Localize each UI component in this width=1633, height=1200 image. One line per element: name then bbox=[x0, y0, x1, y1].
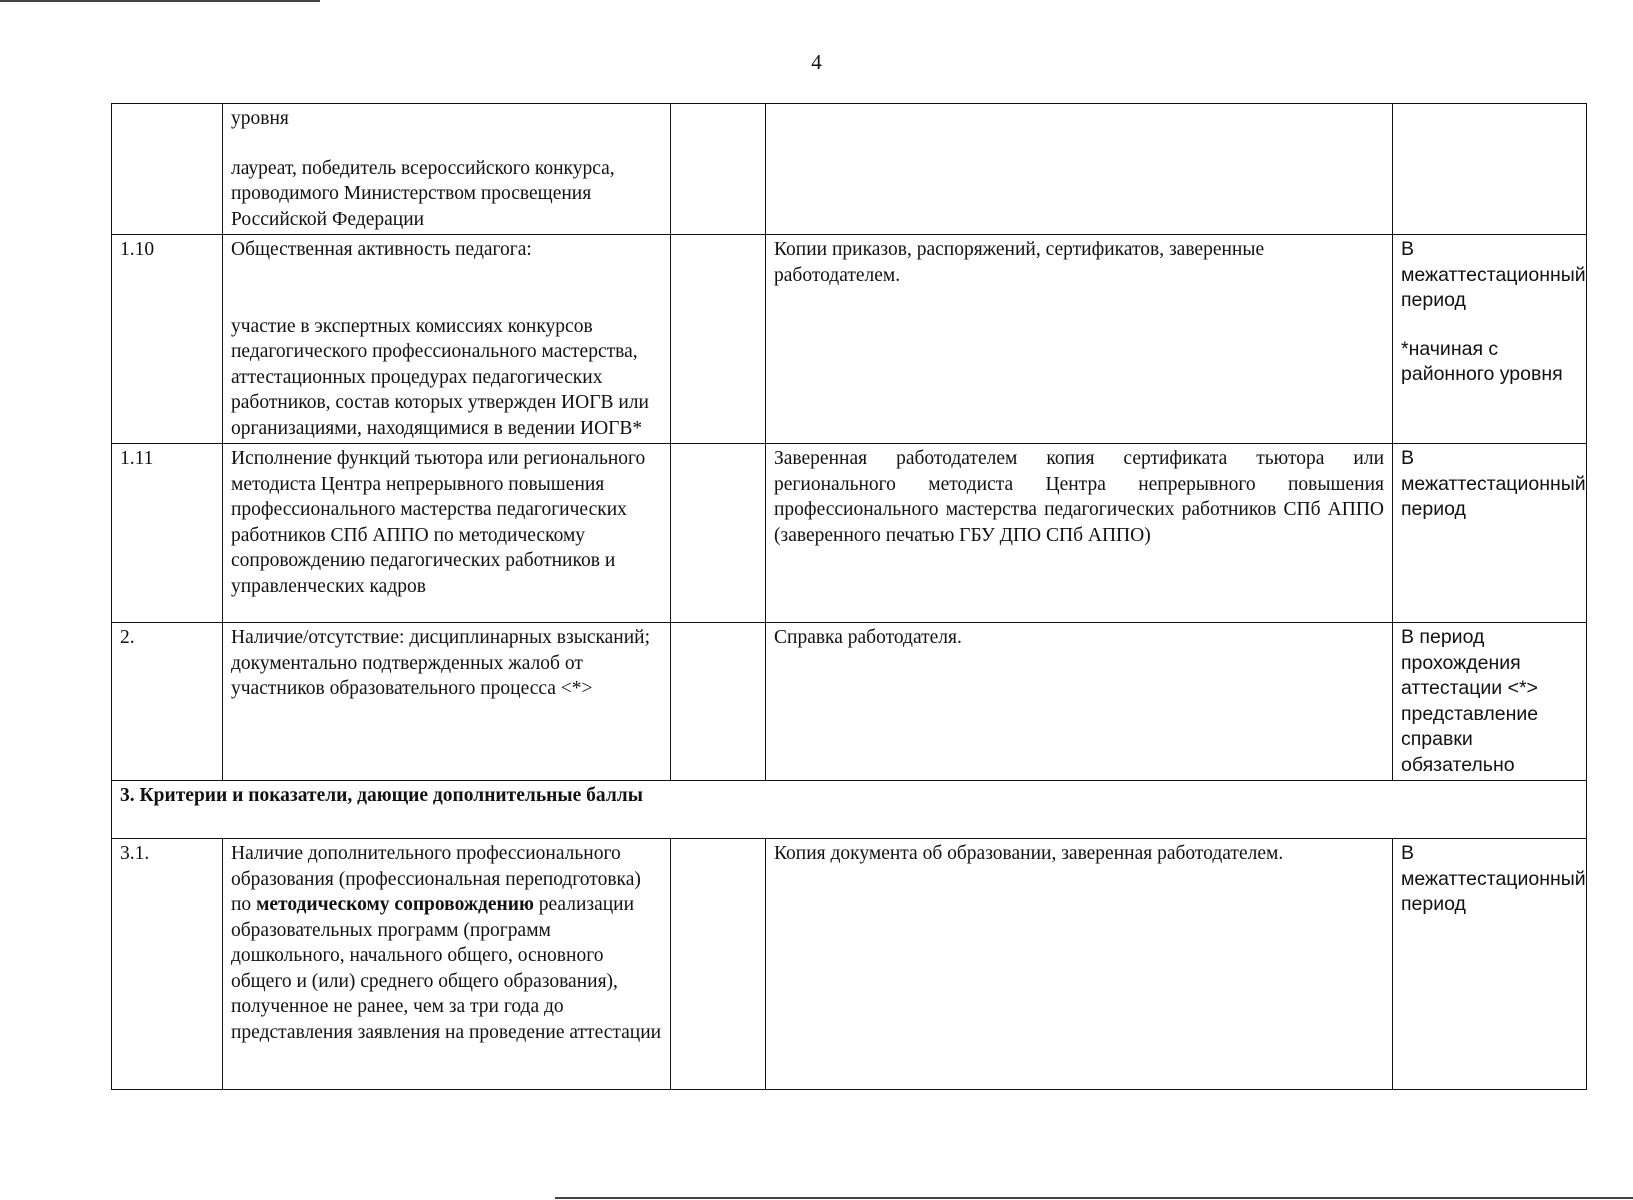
empty-cell bbox=[671, 623, 766, 781]
criterion-text: реализации образовательных программ (программ дошкольного, начального общего, основного общего и (или) среднего общего образования), полученное не ранее, чем за три года до представления заявления на проведение аттестации bbox=[231, 894, 662, 1043]
table-row-continuation bbox=[112, 104, 1587, 235]
criteria-table bbox=[111, 103, 1587, 1090]
period-cell: В период прохождения аттестации <*> представление справки обязательно bbox=[1393, 623, 1587, 781]
criterion-title: Общественная активность педагога: bbox=[231, 239, 532, 260]
section-heading-row bbox=[112, 781, 1587, 839]
document-cell: Заверенная работодателем копия сертификата тьютора или регионального методиста Центра непрерывного повышения профессионального мастерства педагогических работников СПб АППО (заверенного печатью ГБУ ДПО СПб АППО) bbox=[766, 444, 1393, 623]
period-text: В межаттестационный период bbox=[1401, 238, 1586, 311]
criterion-text: Наличие дополнительного профессионального образования (профессиональная переподготовка) по bbox=[231, 843, 641, 915]
period-note: *начиная с районного уровня bbox=[1401, 337, 1563, 385]
empty-cell bbox=[671, 104, 766, 235]
number-cell: 1.10 bbox=[112, 235, 223, 444]
empty-cell bbox=[671, 235, 766, 444]
criterion-cell bbox=[223, 235, 671, 444]
period-cell bbox=[1393, 235, 1587, 444]
criterion-cell bbox=[223, 104, 671, 235]
number-cell: 1.11 bbox=[112, 444, 223, 623]
criterion-cell: Исполнение функций тьютора или регионального методиста Центра непрерывного повышения профессионального мастерства педагогических работников СПб АППО по методическому сопровождению педагогических работников и управленческих кадров bbox=[223, 444, 671, 623]
empty-cell bbox=[671, 839, 766, 1090]
table-row-1-10 bbox=[112, 235, 1587, 444]
number-cell: 2. bbox=[112, 623, 223, 781]
criterion-body: участие в экспертных комиссиях конкурсов педагогического профессионального мастерства, аттестационных процедурах педагогических работников, состав которых утвержден ИОГВ или организациями, находящимися в ведении ИОГВ* bbox=[231, 315, 649, 439]
number-cell bbox=[112, 104, 223, 235]
table-row-3-1 bbox=[112, 839, 1587, 1090]
period-cell bbox=[1393, 104, 1587, 235]
period-cell: В межаттестационный период bbox=[1393, 839, 1587, 1090]
document-cell bbox=[766, 104, 1393, 235]
table-row-2 bbox=[112, 623, 1587, 781]
period-cell: В межаттестационный период bbox=[1393, 444, 1587, 623]
criterion-line: лауреат, победитель всероссийского конкурса, проводимого Министерством просвещения Российской Федерации bbox=[231, 157, 615, 230]
criterion-line: уровня bbox=[231, 108, 289, 129]
top-edge-line bbox=[0, 0, 320, 2]
bottom-edge-line bbox=[555, 1197, 1633, 1199]
criterion-bold-text: методическому сопровождению bbox=[256, 894, 534, 915]
document-cell: Копия документа об образовании, заверенная работодателем. bbox=[766, 839, 1393, 1090]
section-heading: 3. Критерии и показатели, дающие дополнительные баллы bbox=[112, 781, 1587, 839]
criterion-cell bbox=[223, 839, 671, 1090]
criterion-cell: Наличие/отсутствие: дисциплинарных взысканий; документально подтвержденных жалоб от участников образовательного процесса <*> bbox=[223, 623, 671, 781]
table-row-1-11 bbox=[112, 444, 1587, 623]
document-cell: Копии приказов, распоряжений, сертификатов, заверенные работодателем. bbox=[766, 235, 1393, 444]
empty-cell bbox=[671, 444, 766, 623]
document-cell: Справка работодателя. bbox=[766, 623, 1393, 781]
page-number: 4 bbox=[811, 50, 822, 74]
number-cell: 3.1. bbox=[112, 839, 223, 1090]
